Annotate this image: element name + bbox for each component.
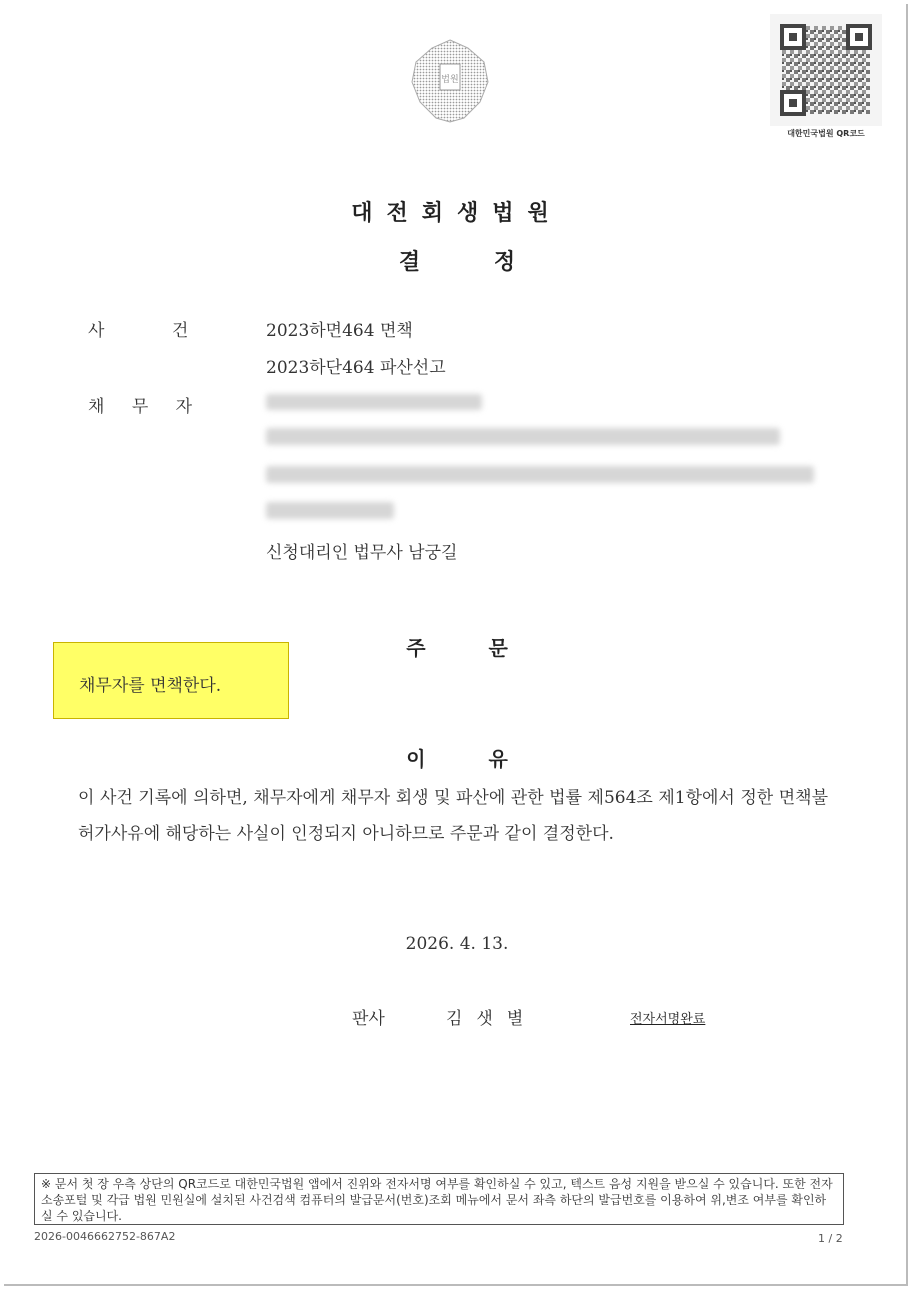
redacted-address-line-2 [266, 466, 814, 483]
court-emblem-icon [410, 38, 490, 124]
judge-name: 김샛별 [446, 1009, 538, 1029]
reason-heading: 이 유 [406, 747, 508, 771]
document-title: 결 정 [398, 250, 516, 275]
case-line-2: 2023하단464 파산선고 [266, 358, 446, 378]
order-text: 채무자를 면책한다. [79, 676, 222, 696]
order-heading: 주 문 [406, 636, 508, 660]
court-name: 대전회생법원 [351, 201, 563, 226]
applicant-agent: 신청대리인 법무사 남궁길 [266, 543, 458, 563]
page-number: 1 / 2 [818, 1232, 843, 1245]
emblem-text: 법원 [441, 75, 459, 85]
qr-caption: 대한민국법원 QR코드 [787, 129, 865, 138]
order-highlight-box [53, 642, 289, 719]
decision-date: 2026. 4. 13. [405, 934, 509, 954]
redacted-address-line-3 [266, 502, 394, 519]
case-line-1: 2023하면464 면책 [266, 321, 413, 341]
redacted-debtor-name [266, 394, 482, 410]
debtor-label: 채 무 자 [88, 397, 193, 417]
redacted-address-line-1 [266, 428, 780, 445]
reason-text: 이 사건 기록에 의하면, 채무자에게 채무자 회생 및 파산에 관한 법률 제564조 제1항에서 정한 면책불허가사유에 해당하는 사실이 인정되지 아니하므로 주문과 같이 결정한다. [78, 788, 828, 844]
case-label: 사 건 [88, 321, 189, 341]
qr-code-icon [770, 14, 882, 126]
verification-notice: ※ 문서 첫 장 우측 상단의 QR코드로 대한민국법원 앱에서 진위와 전자서명 여부를 확인하실 수 있고, 텍스트 음성 지원을 받으실 수 있습니다. 또한 전자소송포털 및 각급 법원 민원실에 설치된 사건검색 컴퓨터의 발급문서(번호)조회 메뉴에서 문서 좌측 하단의 발급번호를 이용하여 위,변조 여부를 확인하실 수 있습니다. [34, 1173, 844, 1225]
judge-title: 판사 [352, 1009, 385, 1029]
electronic-signature-mark: 전자서명완료 [630, 1012, 706, 1027]
issue-number: 2026-0046662752-867A2 [34, 1230, 176, 1243]
